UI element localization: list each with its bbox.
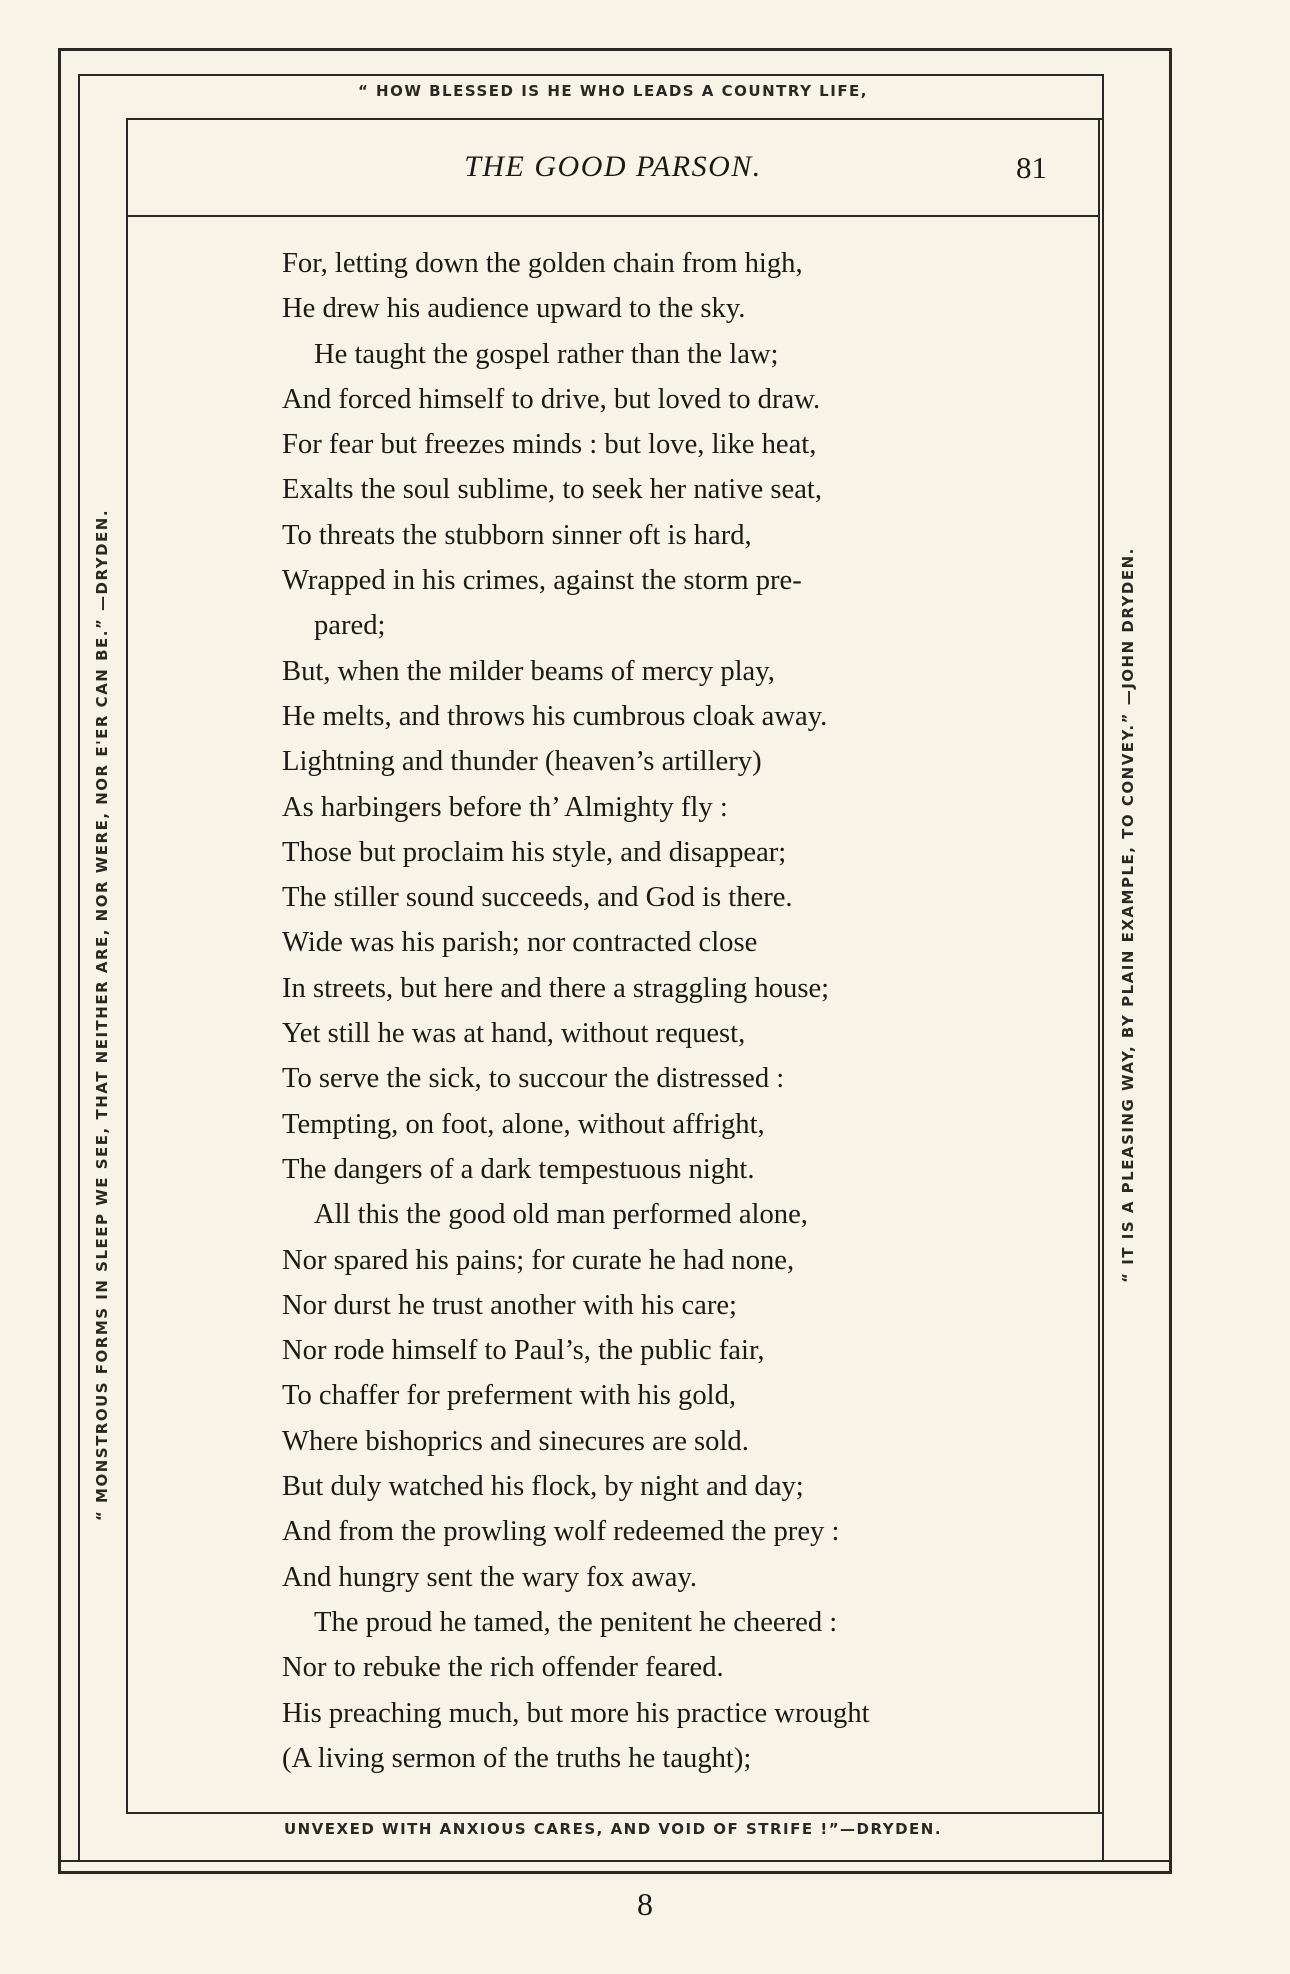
poem-line: Lightning and thunder (heaven’s artillery) xyxy=(282,746,762,778)
header-rule xyxy=(128,215,1098,217)
inner-frame-top xyxy=(126,118,1102,120)
poem-line: To chaffer for preferment with his gold, xyxy=(282,1380,737,1412)
motto-band-left xyxy=(78,74,80,1862)
poem-line: But, when the milder beams of mercy play, xyxy=(282,655,775,687)
outer-frame-top xyxy=(58,48,1172,51)
poem-line: His preaching much, but more his practice wrought xyxy=(282,1697,870,1729)
poem-line: The proud he tamed, the penitent he cheered : xyxy=(314,1606,838,1638)
poem-line: The stiller sound succeeds, and God is there. xyxy=(282,882,793,914)
poem-line: To serve the sick, to succour the distressed : xyxy=(282,1063,785,1095)
poem-line: To threats the stubborn sinner oft is hard, xyxy=(282,519,752,551)
outer-frame-left xyxy=(58,48,61,1874)
poem-line: As harbingers before th’ Almighty fly : xyxy=(282,791,728,823)
poem-line: Yet still he was at hand, without request, xyxy=(282,1018,746,1050)
poem-line: pared; xyxy=(314,610,386,642)
inner-frame-left xyxy=(126,118,128,1814)
inner-frame-right xyxy=(1098,118,1100,1814)
poem-line: And forced himself to drive, but loved to draw. xyxy=(282,383,821,415)
poem-line: The dangers of a dark tempestuous night. xyxy=(282,1153,755,1185)
poem-line: Those but proclaim his style, and disappear; xyxy=(282,836,787,868)
motto-band-bottom xyxy=(58,1860,1172,1862)
poem-line: Tempting, on foot, alone, without affright, xyxy=(282,1108,765,1140)
poem-line: All this the good old man performed alone, xyxy=(314,1199,808,1231)
poem-line: For, letting down the golden chain from high, xyxy=(282,248,803,279)
poem-line: He taught the gospel rather than the law; xyxy=(314,338,779,370)
border-motto-top: “ HOW BLESSED IS HE WHO LEADS A COUNTRY LIFE, xyxy=(357,82,869,100)
poem-line: (A living sermon of the truths he taught); xyxy=(282,1742,752,1774)
poem-line: Exalts the soul sublime, to seek her native seat, xyxy=(282,474,822,506)
outer-frame-right xyxy=(1169,48,1172,1874)
poem-line: And hungry sent the wary fox away. xyxy=(282,1561,698,1593)
motto-band-right xyxy=(1102,74,1104,1862)
page-title: THE GOOD PARSON. xyxy=(464,150,762,183)
border-motto-right: “ IT IS A PLEASING WAY, BY PLAIN EXAMPLE, TO CONVEY.” —JOHN DRYDEN. xyxy=(1119,547,1137,1283)
outer-frame-bottom xyxy=(58,1871,1172,1874)
poem-line: For fear but freezes minds : but love, like heat, xyxy=(282,429,817,461)
border-motto-left: “ MONSTROUS FORMS IN SLEEP WE SEE, THAT NEITHER ARE, NOR WERE, NOR E'ER CAN BE.” —DRYDEN. xyxy=(93,508,111,1522)
poem-line: He melts, and throws his cumbrous cloak away. xyxy=(282,700,828,732)
motto-band-top xyxy=(78,74,1104,76)
poem-text xyxy=(282,241,1062,1781)
poem-line: He drew his audience upward to the sky. xyxy=(282,293,746,325)
page-number: 81 xyxy=(1016,150,1047,185)
poem-line: Where bishoprics and sinecures are sold. xyxy=(282,1425,749,1457)
poem-line: Nor rode himself to Paul’s, the public fair, xyxy=(282,1335,765,1367)
poem-line: But duly watched his flock, by night and day; xyxy=(282,1471,804,1503)
folio-number: 8 xyxy=(637,1886,653,1922)
poem-line: In streets, but here and there a straggling house; xyxy=(282,972,830,1004)
poem-line: And from the prowling wolf redeemed the prey : xyxy=(282,1516,840,1548)
poem-line: Nor spared his pains; for curate he had none, xyxy=(282,1244,795,1276)
border-motto-bottom: UNVEXED WITH ANXIOUS CARES, AND VOID OF STRIFE !”—DRYDEN. xyxy=(283,1820,943,1838)
poem-line: Nor durst he trust another with his care; xyxy=(282,1289,738,1321)
poem-line: Wrapped in his crimes, against the storm pre- xyxy=(282,565,802,597)
poem-line: Wide was his parish; nor contracted close xyxy=(282,927,758,959)
inner-frame-bottom xyxy=(126,1812,1102,1814)
poem-line: Nor to rebuke the rich offender feared. xyxy=(282,1652,724,1684)
